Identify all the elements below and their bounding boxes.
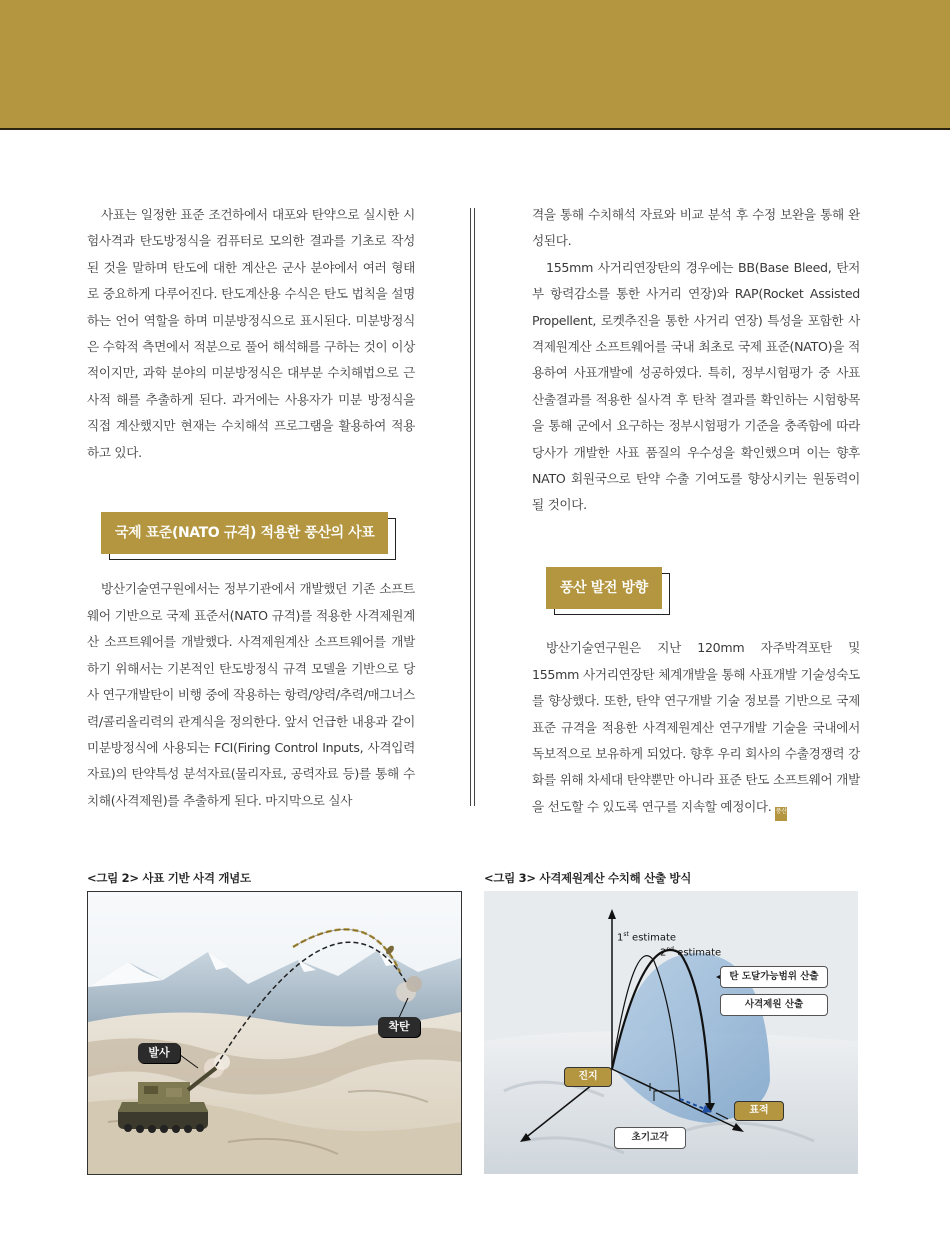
direction-paragraph-text: 방산기술연구원은 지난 120mm 자주박격포탄 및 155mm 사거리연장탄 체계개발을 통해 사표개발 기술성숙도를 향상했다. 또한, 탄약 연구개발 기술 정보를 기반으로 국제표준 규격을 적용한 사격제원계산 연구개발 기술을 국내에서 독보적으로 보유하게 되었다. 향후 우리 회사의 수출경쟁력 강화를 위해 차세대 탄약뿐만 아니라 표준 탄도 소프트웨어 개발을 선도할 수 있도록 연구를 지속할 예정이다. <box>532 640 860 814</box>
callout-initial-angle: 초기고각 <box>614 1127 686 1149</box>
section-heading-direction-label: 풍산 발전 방향 <box>546 567 662 609</box>
callout-target: 표적 <box>734 1101 784 1121</box>
callout-firing-data: 사격제원 산출 <box>720 994 828 1016</box>
figure2-firing-concept <box>87 891 462 1175</box>
direction-paragraph <box>532 635 860 820</box>
estimate-1-label: 1st estimate <box>617 931 677 944</box>
end-mark: 풍산 <box>775 807 787 821</box>
callout-range: 탄 도달가능범위 산출 <box>720 966 828 988</box>
column-divider <box>470 208 475 806</box>
callout-position: 진지 <box>564 1067 612 1087</box>
nato-paragraph: 방산기술연구원에서는 정부기관에서 개발했던 기존 소프트웨어 기반으로 국제 표준서(NATO 규격)를 적용한 사격제원계산 소프트웨어를 개발했다. 사격제원계산 소프트웨어를 개발하기 위해서는 기본적인 탄도방정식 규격 모델을 기반으로 당사 연구개발탄이 비행 중에 작용하는 항력/양력/추력/매그너스력/콜리올리력의 관계식을 정의한다. 앞서 언급한 내용과 같이 미분방정식에 사용되는 FCI(Firing Control Inputs, 사격입력자료)의 탄약특성 분석자료(물리자료, 공력자료 등)를 통해 수치해(사격제원)를 추출하게 된다. 마지막으로 실사 <box>87 581 415 808</box>
continuation-paragraph: 격을 통해 수치해석 자료와 비교 분석 후 수정 보완을 통해 완성된다. <box>532 207 860 249</box>
figure2-caption: <그림 2> 사표 기반 사격 개념도 <box>87 871 251 885</box>
section-heading-nato <box>101 512 388 554</box>
intro-paragraph: 사표는 일정한 표준 조건하에서 대포와 탄약으로 실시한 시험사격과 탄도방정식을 컴퓨터로 모의한 결과를 기초로 작성된 것을 말하며 탄도에 대한 계산은 군사 분야에서 여러 형태로 중요하게 다루어진다. 탄도계산용 수식은 탄도 법칙을 설명하는 언어 역할을 하며 미분방정식으로 표시된다. 미분방정식은 수학적 측면에서 적분으로 풀어 해석해를 구하는 것이 이상적이지만, 과학 분야의 미분방정식은 대부분 수치해법으로 근사적 해를 추출하게 된다. 과거에는 사용자가 미분 방정식을 직접 계산했지만 현재는 수치해석 프로그램을 활용하여 적용하고 있다. <box>87 207 415 460</box>
right-column <box>532 202 860 821</box>
section-heading-direction <box>546 567 662 609</box>
figure3-firing-data-calculation <box>484 891 858 1174</box>
estimate-2-label: 2nd estimate <box>660 946 722 959</box>
header-band <box>0 0 950 130</box>
figure3-caption: <그림 3> 사격제원계산 수치해 산출 방식 <box>484 871 692 885</box>
section-heading-nato-label: 국제 표준(NATO 규격) 적용한 풍산의 사표 <box>101 512 388 554</box>
left-column <box>87 202 415 814</box>
callout-impact: 착탄 <box>378 1017 420 1037</box>
extended-range-paragraph: 155mm 사거리연장탄의 경우에는 BB(Base Bleed, 탄저부 항력감소를 통한 사거리 연장)와 RAP(Rocket Assisted Propellent, 로켓추진을 통한 사거리 연장) 특성을 포함한 사격제원계산 소프트웨어를 국내 최초로 국제 표준(NATO)을 적용하여 사표개발에 성공하였다. 특히, 정부시험평가 중 사표 산출결과를 적용한 실사격 후 탄착 결과를 확인하는 시험항목을 통해 군에서 요구하는 정부시험평가 기준을 충족함에 따라 당사가 개발한 사표 품질의 우수성을 확인했으며 이는 향후 NATO 회원국으로 탄약 수출 기여도를 향상시키는 원동력이 될 것이다. <box>532 259 860 513</box>
callout-fire: 발사 <box>138 1043 180 1063</box>
